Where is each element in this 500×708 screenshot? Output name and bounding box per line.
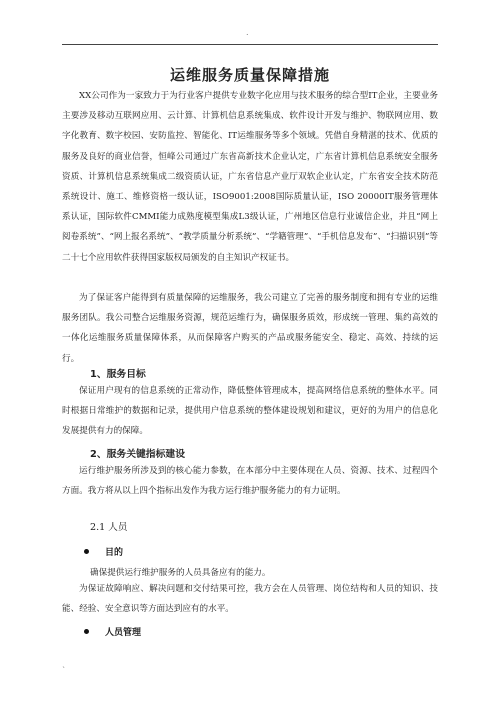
intro-paragraph-1: XX公司作为一家致力于为行业客户提供专业数字化应用与技术服务的综合型IT企业，主要业务主要涉及移动互联网应用、云计算、计算机信息系统集成、软件设计开发与维护、物联网应用、数字化教育、数字校园、安防监控、智能化、IT运维服务等多个领域。凭借自身精湛的技术、优质的服务及良好的商业信誉，恒峰公司通过广东省高新技术企业认定，广东省计算机信息系统安全服务资质、计算机信息系统集成二级资质认证，广东省信息产业厅双软企业认定，广东省安全技术防范系统设计、施工、维修资格一级认证，ISO9001:2008国际质量认证，ISO 20000IT服务管理体系认证，国际软件CMMI能力成熟度模型集成L3级认证，广州地区信息行业诚信企业，并且“网上阅卷系统”、“网上报名系统”、“教学质量分析系统”、“学籍管理”、“手机信息发布”、“扫描识别”等二十七个应用软件获得国家版权局颁发的自主知识产权证书。 [62, 91, 438, 263]
section-2-heading: 2、服务关键指标建设 [90, 449, 185, 460]
bullet-personnel-label: 人员管理 [105, 628, 142, 638]
section-1-heading: 1、服务目标 [90, 369, 146, 380]
bullet-dot-icon [84, 549, 89, 554]
intro-paragraph-2: 为了保证客户能得到有质量保障的运维服务，我公司建立了完善的服务制度和拥有专业的运维服务团队。我公司整合运维服务资源，规范运维行为，确保服务质效，形成统一管理、集约高效的一体化运维服务质量保障体系，从而保障客户购买的产品或服务能安全、稳定、高效、持续的运行。 [62, 293, 438, 364]
footer-mark: ` [62, 666, 66, 675]
bullet-purpose-label: 目的 [105, 548, 124, 558]
purpose-text: 确保提供运行维护服务的人员具备应有的能力。 [90, 568, 271, 578]
header-rule [62, 44, 438, 45]
bullet-personnel [84, 625, 141, 638]
section-2-text: 运行维护服务所涉及到的核心能力参数，在本部分中主要体现在人员、资源、技术、过程四个方面。我方将从以上四个指标出发作为我方运行维护服务能力的有力证明。 [62, 466, 438, 497]
page-title: 运维服务质量保障措施 [169, 66, 330, 84]
section-2-1-heading: 2.1 人员 [90, 522, 128, 533]
header-mark: . [246, 28, 249, 37]
section-2-1-paragraph: 为保证故障响应、解决问题和交付结果可控，我方会在人员管理、岗位结构和人员的知识、技能、经验、安全意识等方面达到应有的水平。 [62, 584, 438, 615]
bullet-purpose [84, 545, 123, 558]
bullet-dot-icon [84, 629, 89, 634]
section-1-text: 保证用户现有的信息系统的正常动作，降低整体管理成本，提高网络信息系统的整体水平。同时根据日常维护的数据和记录，提供用户信息系统的整体建设规划和建议，更好的为用户的信息化发展提供有力的保障。 [62, 386, 438, 437]
